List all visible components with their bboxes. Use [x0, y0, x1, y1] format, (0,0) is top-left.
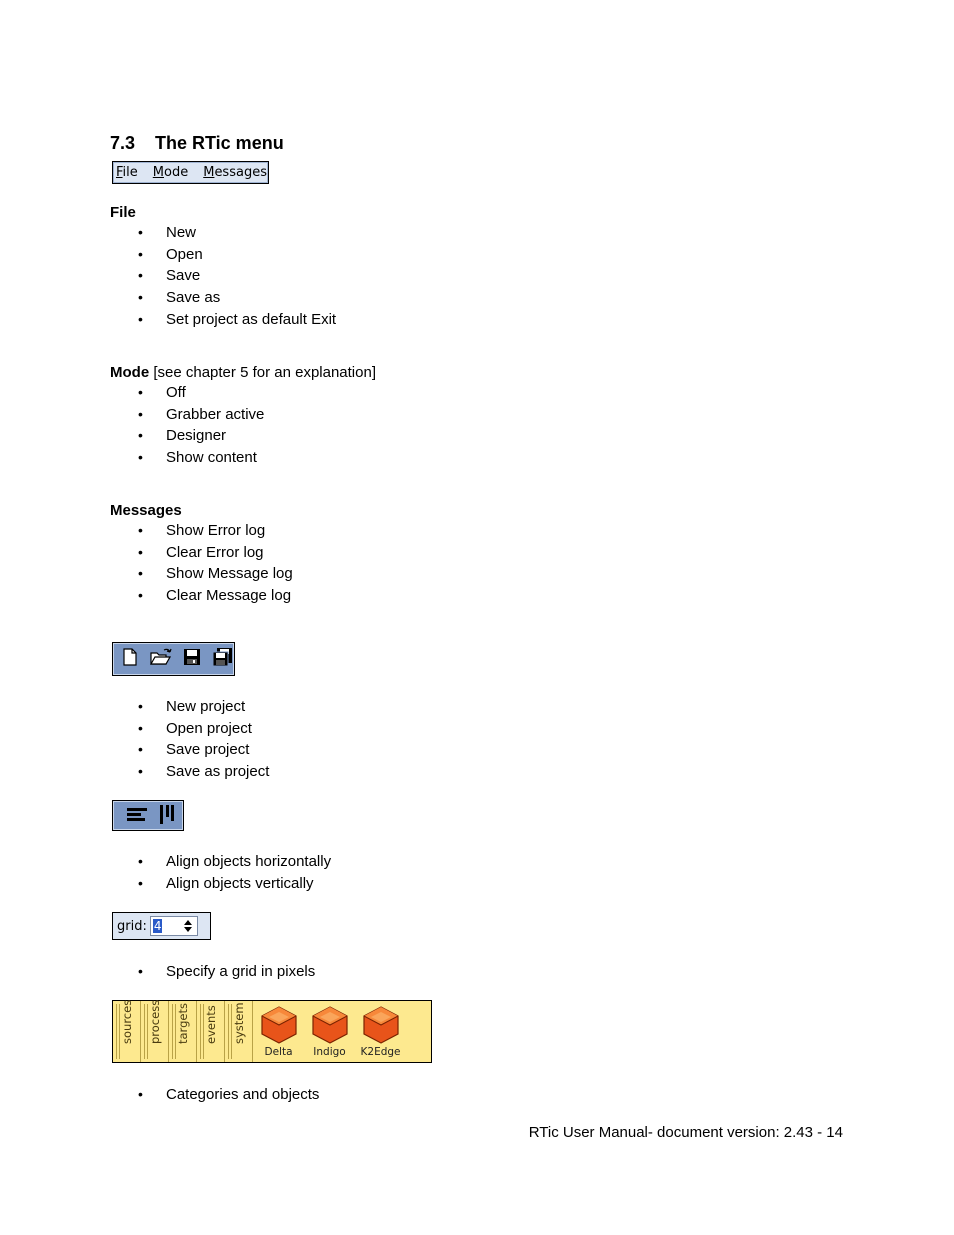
list-item: • Open — [110, 244, 336, 266]
new-file-icon[interactable] — [119, 646, 141, 672]
file-menu-list — [110, 222, 336, 330]
category-tab-targets[interactable] — [168, 1001, 196, 1062]
section-title: The RTic menu — [155, 133, 284, 153]
align-toolbar-list — [110, 851, 331, 894]
category-tab-process[interactable] — [140, 1001, 168, 1062]
list-item: • Save project — [110, 739, 269, 761]
list-item: • Categories and objects — [110, 1084, 319, 1106]
spinner-arrows-icon[interactable] — [181, 918, 195, 934]
save-icon[interactable] — [181, 646, 203, 672]
list-item: • New project — [110, 696, 269, 718]
messages-menu-list — [110, 520, 293, 607]
mode-section-title — [110, 364, 376, 381]
category-label: sources — [119, 999, 134, 1044]
list-item: • Save as — [110, 287, 336, 309]
grid-spinner[interactable] — [150, 916, 198, 936]
object-label: Delta — [264, 1046, 293, 1058]
list-item: • New — [110, 222, 336, 244]
object-label: K2Edge — [360, 1046, 401, 1058]
grid-label: grid: — [117, 918, 147, 934]
project-toolbar — [112, 642, 235, 676]
messages-section-title: Messages — [110, 502, 182, 519]
section-number: 7.3 — [110, 133, 136, 153]
mode-note: [see chapter 5 for an explanation] — [153, 364, 376, 381]
list-item: • Specify a grid in pixels — [110, 961, 315, 983]
file-section-title: File — [110, 204, 136, 221]
open-folder-icon[interactable] — [149, 646, 173, 672]
align-toolbar — [112, 800, 184, 831]
list-item: • Align objects vertically — [110, 873, 331, 895]
list-item: • Clear Message log — [110, 585, 293, 607]
align-horizontal-icon[interactable] — [125, 803, 149, 829]
list-item: • Grabber active — [110, 404, 264, 426]
category-tab-system[interactable] — [224, 1001, 253, 1062]
list-item: • Show Message log — [110, 563, 293, 585]
grid-toolbar — [112, 912, 211, 940]
list-item: • Off — [110, 382, 264, 404]
object-delta[interactable] — [253, 1001, 304, 1062]
menu-mode[interactable]: Mode — [152, 165, 189, 180]
category-tab-events[interactable] — [196, 1001, 224, 1062]
object-k2edge[interactable] — [355, 1001, 406, 1062]
list-item: • Open project — [110, 718, 269, 740]
object-indigo[interactable] — [304, 1001, 355, 1062]
categories-panel — [112, 1000, 432, 1063]
menu-file[interactable]: File — [116, 165, 138, 180]
mode-menu-list — [110, 382, 264, 469]
cube-icon — [310, 1005, 350, 1045]
category-tab-sources[interactable] — [113, 1001, 140, 1062]
align-vertical-icon[interactable] — [157, 803, 177, 829]
category-label: system — [231, 1002, 246, 1044]
list-item: • Set project as default Exit — [110, 309, 336, 331]
grid-toolbar-list — [110, 961, 315, 983]
save-as-icon[interactable] — [211, 646, 235, 672]
list-item: • Align objects horizontally — [110, 851, 331, 873]
category-label: events — [203, 1005, 218, 1044]
list-item: • Designer — [110, 425, 264, 447]
page-footer: RTic User Manual- document version: 2.43 - 14 — [528, 1124, 843, 1141]
list-item: • Show Error log — [110, 520, 293, 542]
category-label: targets — [175, 1003, 190, 1044]
grid-value[interactable]: 4 — [153, 919, 162, 933]
menu-bar — [112, 161, 269, 184]
list-item: • Show content — [110, 447, 264, 469]
section-heading — [110, 133, 284, 154]
menu-messages[interactable]: Messages — [203, 165, 267, 180]
cube-icon — [259, 1005, 299, 1045]
object-label: Indigo — [313, 1046, 346, 1058]
project-toolbar-list — [110, 696, 269, 783]
list-item: • Clear Error log — [110, 542, 293, 564]
cube-icon — [361, 1005, 401, 1045]
list-item: • Save — [110, 265, 336, 287]
mode-title: Mode — [110, 364, 150, 381]
categories-panel-list — [110, 1084, 319, 1106]
category-label: process — [147, 999, 162, 1044]
list-item: • Save as project — [110, 761, 269, 783]
